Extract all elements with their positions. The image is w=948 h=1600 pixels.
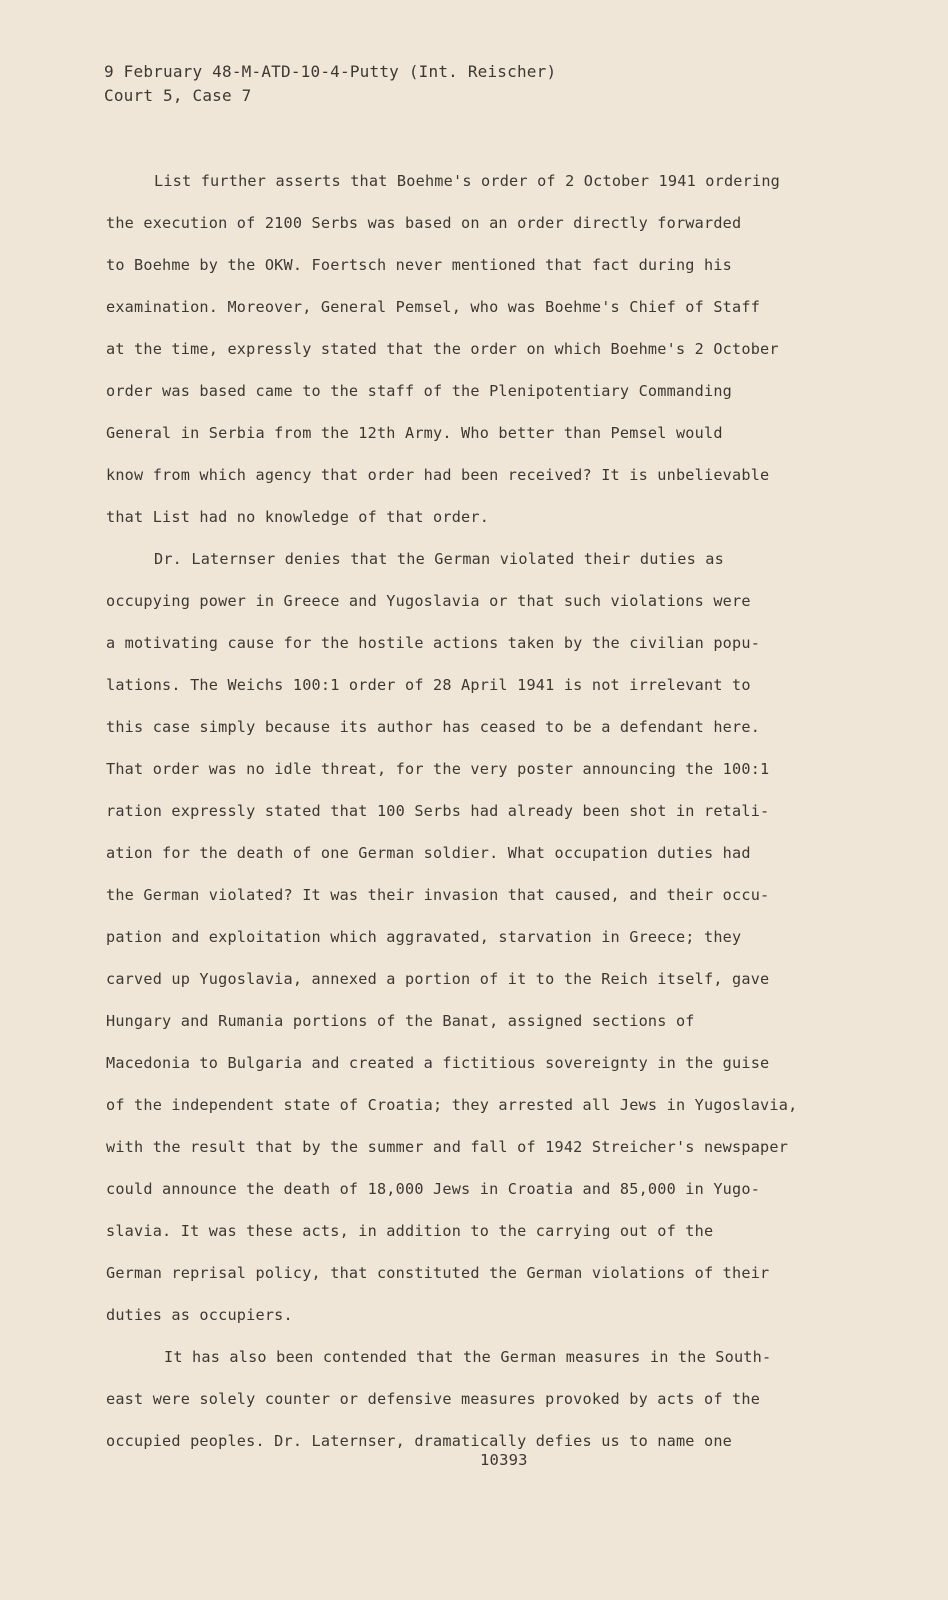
text-line: order was based came to the staff of the Plenipotentiary Commanding [106, 382, 733, 400]
text-line: duties as occupiers. [106, 1306, 293, 1324]
text-line: List further asserts that Boehme's order of 2 October 1941 ordering [154, 172, 781, 190]
text-line: German reprisal policy, that constituted the German violations of their [106, 1264, 770, 1282]
document-body [106, 160, 876, 1462]
text-line: a motivating cause for the hostile actions taken by the civilian popu- [106, 634, 761, 652]
paragraph-3 [106, 1336, 876, 1462]
paragraph-1 [106, 160, 876, 538]
text-line: Macedonia to Bulgaria and created a fictitious sovereignty in the guise [106, 1054, 770, 1072]
text-line: Hungary and Rumania portions of the Banat, assigned sections of [106, 1012, 695, 1030]
text-line: pation and exploitation which aggravated, starvation in Greece; they [106, 928, 742, 946]
text-line: It has also been contended that the German measures in the South- [164, 1348, 772, 1366]
page-number: 10393 [480, 1451, 528, 1469]
text-line: with the result that by the summer and fall of 1942 Streicher's newspaper [106, 1138, 789, 1156]
text-line: ration expressly stated that 100 Serbs had already been shot in retali- [106, 802, 770, 820]
text-line: That order was no idle threat, for the very poster announcing the 100:1 [106, 760, 770, 778]
text-line: slavia. It was these acts, in addition to the carrying out of the [106, 1222, 714, 1240]
text-line: this case simply because its author has ceased to be a defendant here. [106, 718, 761, 736]
text-line: occupying power in Greece and Yugoslavia or that such violations were [106, 592, 751, 610]
text-line: to Boehme by the OKW. Foertsch never mentioned that fact during his [106, 256, 733, 274]
text-line: at the time, expressly stated that the order on which Boehme's 2 October [106, 340, 779, 358]
header-line-court-case: Court 5, Case 7 [104, 86, 252, 105]
text-line: lations. The Weichs 100:1 order of 28 April 1941 is not irrelevant to [106, 676, 751, 694]
header-line-date-reference: 9 February 48-M-ATD-10-4-Putty (Int. Reischer) [104, 62, 557, 81]
text-line: east were solely counter or defensive measures provoked by acts of the [106, 1390, 761, 1408]
text-line: occupied peoples. Dr. Laternser, dramatically defies us to name one [106, 1432, 733, 1450]
text-line: General in Serbia from the 12th Army. Who better than Pemsel would [106, 424, 723, 442]
text-line: that List had no knowledge of that order. [106, 508, 490, 526]
text-line: ation for the death of one German soldier. What occupation duties had [106, 844, 751, 862]
text-line: the execution of 2100 Serbs was based on an order directly forwarded [106, 214, 742, 232]
text-line: carved up Yugoslavia, annexed a portion of it to the Reich itself, gave [106, 970, 770, 988]
document-header [104, 60, 556, 108]
paragraph-2 [106, 538, 876, 1336]
text-line: the German violated? It was their invasion that caused, and their occu- [106, 886, 770, 904]
text-line: know from which agency that order had been received? It is unbelievable [106, 466, 770, 484]
text-line: Dr. Laternser denies that the German violated their duties as [154, 550, 724, 568]
text-line: of the independent state of Croatia; they arrested all Jews in Yugoslavia, [106, 1096, 798, 1114]
text-line: examination. Moreover, General Pemsel, who was Boehme's Chief of Staff [106, 298, 761, 316]
text-line: could announce the death of 18,000 Jews in Croatia and 85,000 in Yugo- [106, 1180, 761, 1198]
